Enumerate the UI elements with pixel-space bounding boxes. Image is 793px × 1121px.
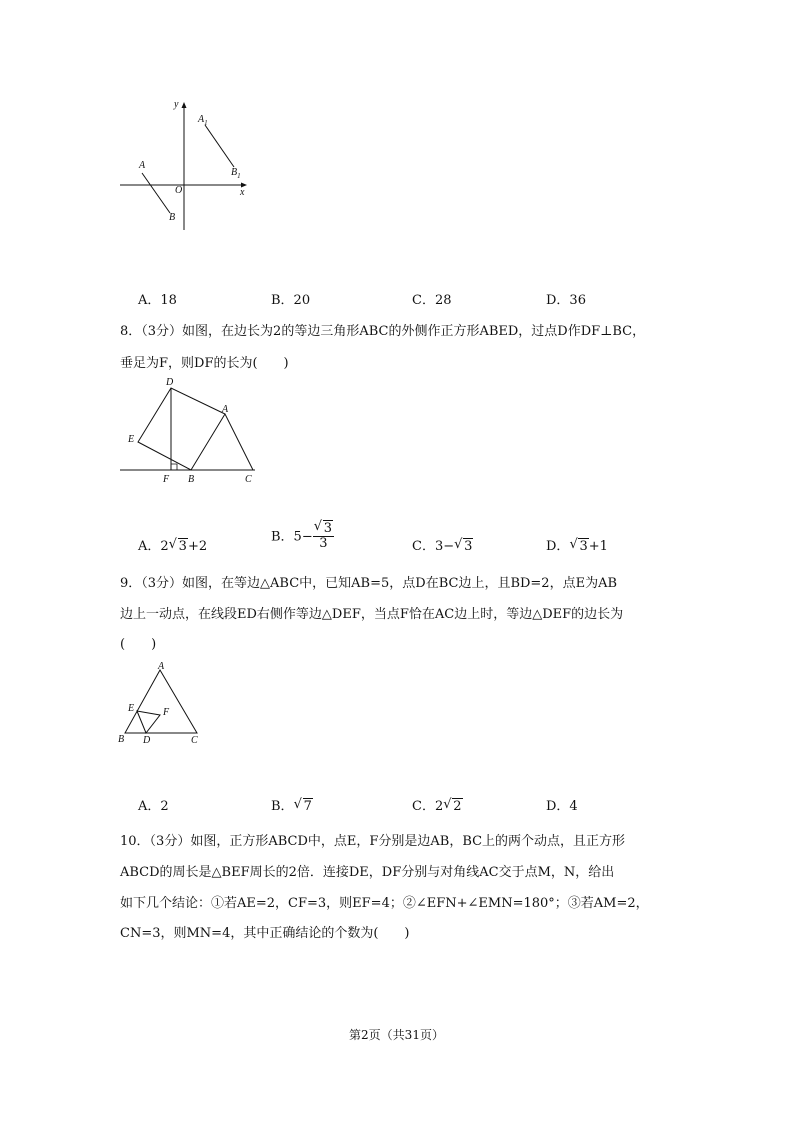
- q7-option-c: C．28: [412, 293, 452, 308]
- point-b1-label: $B_1$: [231, 167, 241, 180]
- q7-option-a: A．18: [138, 293, 177, 308]
- q10-text-line1: 10．（3分）如图，正方形ABCD中，点E，F分别是边AB，BC上的两个动点，且正方形: [120, 834, 626, 849]
- q7-coordinate-figure: [115, 95, 255, 235]
- point-b-label: B: [169, 212, 176, 223]
- q10-text-line3: 如下几个结论：①若AE=2，CF=3，则EF=4；②∠EFN+∠EMN=180°；③若AM=2，: [120, 896, 649, 911]
- q7-option-b: B．20: [271, 293, 311, 308]
- q10-text-line2: ABCD的周长是△BEF周长的2倍．连接DE，DF分别与对角线AC交于点M，N，给出: [120, 865, 615, 880]
- q9-option-b: B． √ 7: [271, 797, 312, 814]
- q8-text-line2: 垂足为F，则DF的长为( ): [120, 356, 289, 371]
- point-a-label: A: [158, 661, 165, 672]
- q9-text-line1: 9．（3分）如图，在等边△ABC中，已知AB=5，点D在BC边上，且BD=2，点E为AB: [120, 576, 618, 591]
- q9-text-line2: 边上一动点，在线段ED右侧作等边△DEF，当点F恰在AC边上时，等边△DEF的边长为: [120, 607, 624, 622]
- q8-square-triangle-figure: [115, 374, 265, 489]
- point-e-label: E: [128, 703, 135, 714]
- q8-option-b: B．5− √ 3 3: [271, 519, 332, 552]
- q9-option-c: C．2 √ 2: [412, 797, 462, 814]
- point-d-label: D: [166, 377, 174, 388]
- point-b-label: B: [118, 734, 125, 745]
- point-c-label: C: [245, 474, 252, 485]
- point-a-label: A: [139, 160, 146, 171]
- point-a1-label: $A_1$: [198, 114, 208, 127]
- q8-option-d: D． √ 3+1: [546, 537, 608, 554]
- origin-label: O: [175, 185, 183, 196]
- q9-option-d: D．4: [546, 799, 578, 814]
- point-b-label: B: [188, 474, 195, 485]
- q8-option-a: A．2 √ 3+2: [138, 537, 208, 554]
- q9-triangle-figure: [115, 660, 215, 750]
- y-axis-label: y: [174, 99, 179, 110]
- point-e-label: E: [128, 434, 135, 445]
- q9-option-a: A．2: [138, 799, 169, 814]
- q7-option-d: D．36: [546, 293, 586, 308]
- point-f-label: F: [163, 707, 170, 718]
- point-f-label: F: [163, 474, 170, 485]
- page-footer: 第2页（共31页）: [349, 1028, 444, 1042]
- point-c-label: C: [191, 735, 198, 746]
- q10-text-line4: CN=3，则MN=4，其中正确结论的个数为( ): [120, 926, 410, 941]
- q9-text-line3: ( ): [120, 637, 157, 652]
- q8-text-line1: 8．（3分）如图，在边长为2的等边三角形ABC的外侧作正方形ABED，过点D作DF⊥BC，: [120, 324, 646, 339]
- x-axis-label: x: [240, 187, 245, 198]
- point-d-label: D: [143, 735, 151, 746]
- q8-option-c: C．3− √ 3: [412, 537, 473, 554]
- point-a-label: A: [222, 404, 229, 415]
